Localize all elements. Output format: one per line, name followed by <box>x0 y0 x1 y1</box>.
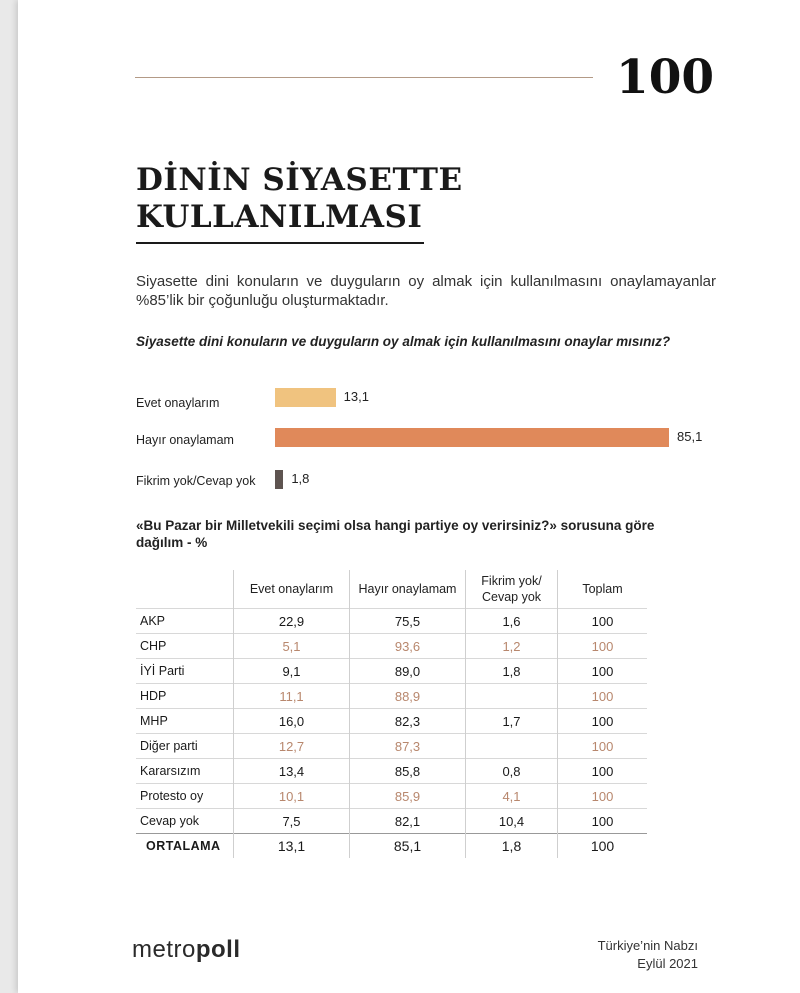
value-cell: 82,1 <box>350 809 466 834</box>
value-cell: 1,8 <box>466 659 558 684</box>
party-cell: Diğer parti <box>136 734 234 759</box>
title-line-2: KULLANILMASI <box>136 199 423 235</box>
value-cell: 1,2 <box>466 634 558 659</box>
value-cell: 88,9 <box>350 684 466 709</box>
value-cell: 100 <box>558 609 648 634</box>
bar-value-2: 1,8 <box>291 471 310 486</box>
value-cell: 85,8 <box>350 759 466 784</box>
intro-paragraph: Siyasette dini konuların ve duyguların oy almak için kullanılmasını onaylamayanlar %85’lik bir çoğunluğu oluşturmaktadır. <box>136 273 716 309</box>
table-row <box>136 709 647 734</box>
footer-line-1: Türkiye’nin Nabzı <box>597 938 698 953</box>
col-header-evet: Evet onaylarım <box>234 570 350 609</box>
title-line-1: DİNİN SİYASETTE <box>136 162 463 198</box>
bar-0 <box>275 388 336 407</box>
bar-value-1: 85,1 <box>677 429 703 444</box>
value-cell: 10,1 <box>234 784 350 809</box>
value-cell: 87,3 <box>350 734 466 759</box>
bar-value-0: 13,1 <box>343 389 369 404</box>
logo-part-2: poll <box>195 936 241 963</box>
table-row <box>136 634 647 659</box>
footer <box>598 937 698 973</box>
bar-label-2: Fikrim yok/Cevap yok <box>136 474 256 488</box>
party-cell: ORTALAMA <box>136 834 234 859</box>
table-row <box>136 734 647 759</box>
value-cell: 22,9 <box>234 609 350 634</box>
party-cell: AKP <box>136 609 234 634</box>
table-header-row <box>136 570 647 609</box>
value-cell: 0,8 <box>466 759 558 784</box>
table-row <box>136 784 647 809</box>
value-cell: 75,5 <box>350 609 466 634</box>
value-cell: 100 <box>558 684 648 709</box>
value-cell: 100 <box>558 659 648 684</box>
value-cell: 100 <box>558 734 648 759</box>
value-cell: 11,1 <box>234 684 350 709</box>
party-cell: CHP <box>136 634 234 659</box>
col-header-toplam: Toplam <box>558 570 648 609</box>
party-cell: Protesto oy <box>136 784 234 809</box>
table-question: «Bu Pazar bir Milletvekili seçimi olsa hangi partiye oy verirsiniz?» sorusuna göre dağılım - % <box>136 518 655 550</box>
value-cell: 100 <box>558 809 648 834</box>
value-cell: 7,5 <box>234 809 350 834</box>
value-cell: 93,6 <box>350 634 466 659</box>
logo-part-1: metro <box>132 936 196 963</box>
value-cell: 85,1 <box>350 834 466 859</box>
title-underline <box>136 242 424 244</box>
bar-1 <box>275 428 669 447</box>
bar-2 <box>275 470 283 489</box>
survey-question: Siyasette dini konuların ve duyguların oy almak için kullanılmasını onaylar mısınız? <box>136 334 671 349</box>
value-cell: 5,1 <box>234 634 350 659</box>
value-cell: 4,1 <box>466 784 558 809</box>
metropoll-logo <box>132 936 241 964</box>
footer-line-2: Eylül 2021 <box>637 956 698 971</box>
value-cell: 16,0 <box>234 709 350 734</box>
value-cell <box>466 684 558 709</box>
col-header-hayir: Hayır onaylamam <box>350 570 466 609</box>
value-cell: 100 <box>558 784 648 809</box>
bar-label-0: Evet onaylarım <box>136 396 220 410</box>
value-cell: 12,7 <box>234 734 350 759</box>
value-cell: 9,1 <box>234 659 350 684</box>
table-body <box>136 609 647 859</box>
average-row <box>136 834 647 859</box>
header-rule <box>135 77 593 78</box>
value-cell: 82,3 <box>350 709 466 734</box>
value-cell: 100 <box>558 834 648 859</box>
party-cell: Cevap yok <box>136 809 234 834</box>
party-cell: MHP <box>136 709 234 734</box>
party-cell: HDP <box>136 684 234 709</box>
table-row <box>136 609 647 634</box>
value-cell: 13,1 <box>234 834 350 859</box>
table-row <box>136 809 647 834</box>
party-cell: İYİ Parti <box>136 659 234 684</box>
value-cell: 1,8 <box>466 834 558 859</box>
value-cell: 85,9 <box>350 784 466 809</box>
section-title <box>136 162 463 236</box>
bar-label-1: Hayır onaylamam <box>136 433 234 447</box>
value-cell: 13,4 <box>234 759 350 784</box>
value-cell: 89,0 <box>350 659 466 684</box>
party-cell: Kararsızım <box>136 759 234 784</box>
page-number: 100 <box>616 50 715 105</box>
party-header <box>136 570 234 609</box>
value-cell <box>466 734 558 759</box>
table-row <box>136 659 647 684</box>
value-cell: 100 <box>558 759 648 784</box>
value-cell: 100 <box>558 634 648 659</box>
table-row <box>136 684 647 709</box>
value-cell: 1,7 <box>466 709 558 734</box>
value-cell: 100 <box>558 709 648 734</box>
col-header-fikrim-yok: Fikrim yok/ Cevap yok <box>466 570 558 609</box>
table-row <box>136 759 647 784</box>
value-cell: 10,4 <box>466 809 558 834</box>
crosstab-table <box>136 570 647 858</box>
value-cell: 1,6 <box>466 609 558 634</box>
report-page <box>18 0 800 993</box>
